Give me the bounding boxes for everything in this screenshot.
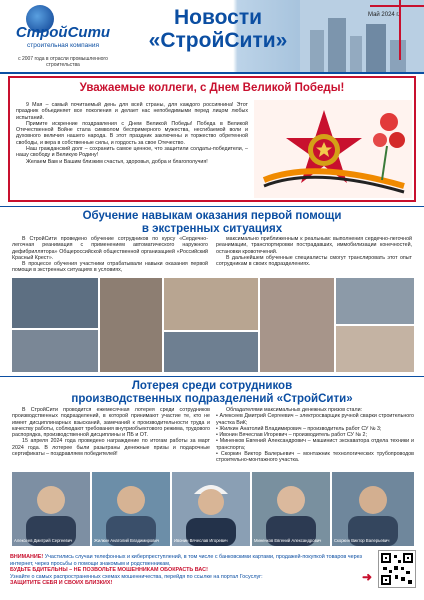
firstaid-title	[0, 210, 424, 235]
lottery-column-right	[216, 407, 414, 464]
winners-intro: Обладателями максимальных денежных призов стали:	[226, 407, 363, 413]
winner-portrait-caption: Миненков Евгений Александрович	[254, 538, 322, 543]
arrow-right-icon: ➜	[362, 570, 373, 584]
winner-item: • Жилкин Анатолий Владимирович – производитель работ СУ № 3;	[216, 425, 382, 432]
victory-paragraph: Наш гражданский долг – сохранить самое ценное, что защитили солдаты-победители, – нашу свободу и Великую Родину!	[16, 146, 248, 159]
winner-portrait	[172, 472, 250, 546]
lottery-paragraph: В СтройСити проводится ежемесячная лотерея среди сотрудников производственных подразделений, в которой принимают участие те, кто не имеет дисциплинарных взысканий, замечаний к производительности труда и качеству работы, соблюдают требования внутриобъектового режима, трудового распорядка, производственной дисциплины и ПБ и ОТ.	[12, 407, 210, 439]
firstaid-column-right	[216, 236, 412, 267]
training-photo	[100, 278, 162, 372]
lottery-title-line-2: производственных подразделений «СтройСити»	[71, 392, 353, 405]
firstaid-paragraph: максимально приближенным к реальным: выполнения сердечно-легочной реанимации, транспортировки пострадавших, иммобилизации конечностей, остановки кровотечений.	[216, 236, 412, 255]
winner-portrait	[252, 472, 330, 546]
training-photo	[12, 278, 98, 328]
fraud-warning	[10, 554, 372, 587]
warning-strong: БУДЬТЕ БДИТЕЛЬНЫ – НЕ ПОЗВОЛЬТЕ МОШЕННИКАМ ОБОКРАСТЬ ВАС!	[10, 567, 208, 573]
city-skyline-image	[300, 0, 424, 72]
victory-paragraph: Примите искренние поздравления с Днем Великой Победы! Победа в Великой Отечественной Войне стала символом беспримерного мужества, несгибаемой воли и духовного величия нашего народа. В этот праздник заключены и торжество обретенной свободы, и вера в собственные силы, и гордость за свое Отечество.	[16, 120, 248, 146]
winner-portrait	[92, 472, 170, 546]
winner-portrait-caption: Жилкин Анатолий Владимирович	[94, 538, 160, 543]
victory-paragraph: Желаем Вам и Вашим близким счастья, здоровья, добра и благополучия!	[26, 158, 208, 165]
lottery-column-left	[12, 407, 210, 457]
winner-item: • Ивонин Вячеслав Игоревич – производитель работ СУ № 2;	[216, 432, 367, 439]
winner-item: • Миненков Евгений Александрович – машинист экскаватора отдела техники и транспорта;	[216, 438, 414, 451]
winner-item: • Скоркин Виктор Валерьевич – монтажник технологических трубопроводов строительно-монтажного участка.	[216, 451, 414, 464]
issue-date: Май 2024 г.	[368, 12, 400, 18]
winner-portrait-caption: Алексеев Дмитрий Сергеевич	[14, 538, 73, 543]
firstaid-title-line-2: в экстренных ситуациях	[141, 222, 283, 235]
training-photo	[336, 278, 414, 324]
training-photo	[260, 278, 334, 372]
victory-section	[8, 76, 416, 202]
training-photo	[12, 330, 98, 372]
winner-portrait	[12, 472, 90, 546]
winner-portrait-caption: Скоркин Виктор Валерьевич	[334, 538, 390, 543]
logo-name: СтройСити	[15, 24, 111, 41]
warning-label: ВНИМАНИЕ!	[10, 554, 44, 560]
newsletter-title	[128, 6, 308, 52]
title-line-2: «СтройСити»	[148, 29, 288, 52]
firstaid-paragraph: В СтройСити проведено обучение сотрудников по курсу «Сердечно-легочная реанимация с применением автоматического наружного дефибриллятора» Общероссийской общественной организацией «Российский Красный Крест».	[12, 236, 208, 261]
section-divider	[0, 376, 424, 377]
victory-title: Уважаемые коллеги, с Днем Великой Победы!	[79, 82, 345, 94]
lottery-title	[0, 380, 424, 405]
lottery-paragraph: 15 апреля 2024 года проведено награждение по итогам работы за март 2024 года. В лотерее были разыграны денежные призы и подарочные сертификаты – поздравляем победителей!	[12, 438, 210, 458]
warning-text: Участились случаи телефонных и киберпреступлений, в том числе с банковскими картами, продажей-покупкой товаров через интернет, через просьбы о помощи знакомым и родственникам,	[10, 554, 362, 567]
firstaid-title-line-1: Обучение навыкам оказания первой помощи	[82, 210, 342, 222]
victory-paragraph: 9 Мая – самый почитаемый день для всей страны, для каждого россиянина! Этот праздник объединяет все поколения и делает нас непобедимыми перед лицом любых испытаний.	[16, 102, 248, 121]
lottery-title-line-1: Лотерея среди сотрудников	[131, 380, 293, 392]
winner-item: • Алексеев Дмитрий Сергеевич – электросварщик ручной сварки строительного участка ВиК;	[216, 413, 414, 426]
firstaid-paragraph: В процессе обучения участники отрабатывали навыки оказания первой помощи в экстренных ситуациях в условиях,	[12, 261, 208, 274]
winner-portrait	[332, 472, 414, 546]
title-line-1: Новости	[173, 6, 263, 29]
logo-since: с 2007 года в отрасли промышленного строительства	[18, 56, 108, 68]
qr-code-icon[interactable]	[378, 550, 416, 588]
training-photo	[164, 278, 258, 330]
section-divider	[0, 206, 424, 207]
victory-order-illustration	[254, 100, 412, 198]
warning-tail: Узнайте о самых распространенных схемах мошенничества, перейдя по ссылке на портал Госуслуг:	[10, 573, 263, 580]
training-photo	[164, 332, 258, 372]
winner-portrait-caption: Ивонин Вячеслав Игоревич	[174, 538, 228, 543]
training-photo	[336, 326, 414, 372]
firstaid-paragraph: В дальнейшем обученные специалисты смогут транслировать этот опыт сотрудникам в своих подразделениях.	[216, 254, 412, 268]
victory-text	[16, 102, 248, 165]
warning-cta: ЗАЩИТИТЕ СЕБЯ И СВОИХ БЛИЗКИХ!	[10, 580, 113, 586]
firstaid-column-left	[12, 236, 208, 274]
logo-subtitle: строительная компания	[27, 42, 99, 49]
header-divider	[0, 72, 424, 74]
